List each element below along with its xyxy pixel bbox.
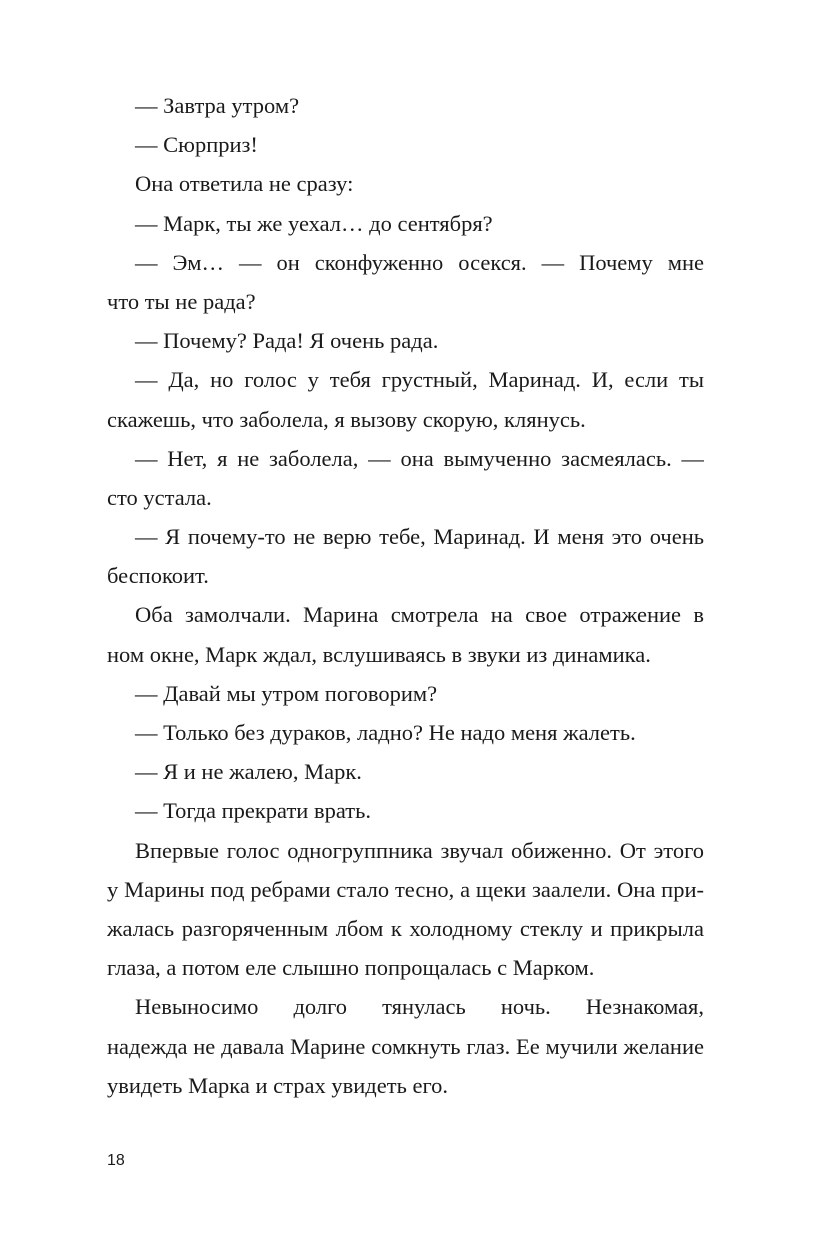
text-line: — Нет, я не заболела, — она вымученно засмеялась. — xyxy=(135,445,704,471)
text-line: — Сюрприз! xyxy=(135,132,258,158)
text-line: глаза, а потом еле слышно попрощалась с Марком. xyxy=(107,955,595,981)
text-line: увидеть Марка и страх увидеть его. xyxy=(107,1072,448,1098)
text-line: — Да, но голос у тебя грустный, Маринад. И, если ты xyxy=(135,367,704,393)
text-line: у Марины под ребрами стало тесно, а щеки заалели. Она при- xyxy=(107,876,704,902)
text-line: Невыносимо долго тянулась ночь. Незнакомая, xyxy=(135,994,704,1020)
text-line: — Эм… — он сконфуженно осекся. — Почему мне xyxy=(135,249,704,275)
text-line: — Я почему-то не верю тебе, Маринад. И меня это очень xyxy=(135,524,704,550)
text-line: — Почему? Рада! Я очень рада. xyxy=(135,328,439,354)
text-line: Она ответила не сразу: xyxy=(135,171,354,197)
text-line: — Тогда прекрати врать. xyxy=(135,798,371,824)
text-line: что ты не рада? xyxy=(107,288,256,314)
text-line: Впервые голос одногруппника звучал обиженно. От этого xyxy=(135,837,704,863)
text-line: — Давай мы утром поговорим? xyxy=(135,680,438,706)
text-line: беспокоит. xyxy=(107,563,209,589)
text-line: — Завтра утром? xyxy=(135,93,300,118)
text-line: скажешь, что заболела, я вызову скорую, клянусь. xyxy=(107,406,586,432)
text-line: сто устала. xyxy=(107,484,212,510)
text-line: — Только без дураков, ладно? Не надо меня жалеть. xyxy=(135,720,636,745)
text-line: жалась разгоряченным лбом к холодному стеклу и прикрыла xyxy=(107,915,704,941)
text-line: — Марк, ты же уехал… до сентября? xyxy=(135,210,493,236)
text-line: — Я и не жалею, Марк. xyxy=(135,759,362,785)
text-line: надежда не давала Марине сомкнуть глаз. Ее мучили желание xyxy=(107,1033,704,1059)
text-line: ном окне, Марк ждал, вслушиваясь в звуки из динамика. xyxy=(107,641,651,667)
page-body-text xyxy=(107,86,704,1105)
page-number: 18 xyxy=(107,1152,125,1169)
text-line: Оба замолчали. Марина смотрела на свое отражение в xyxy=(135,602,704,628)
